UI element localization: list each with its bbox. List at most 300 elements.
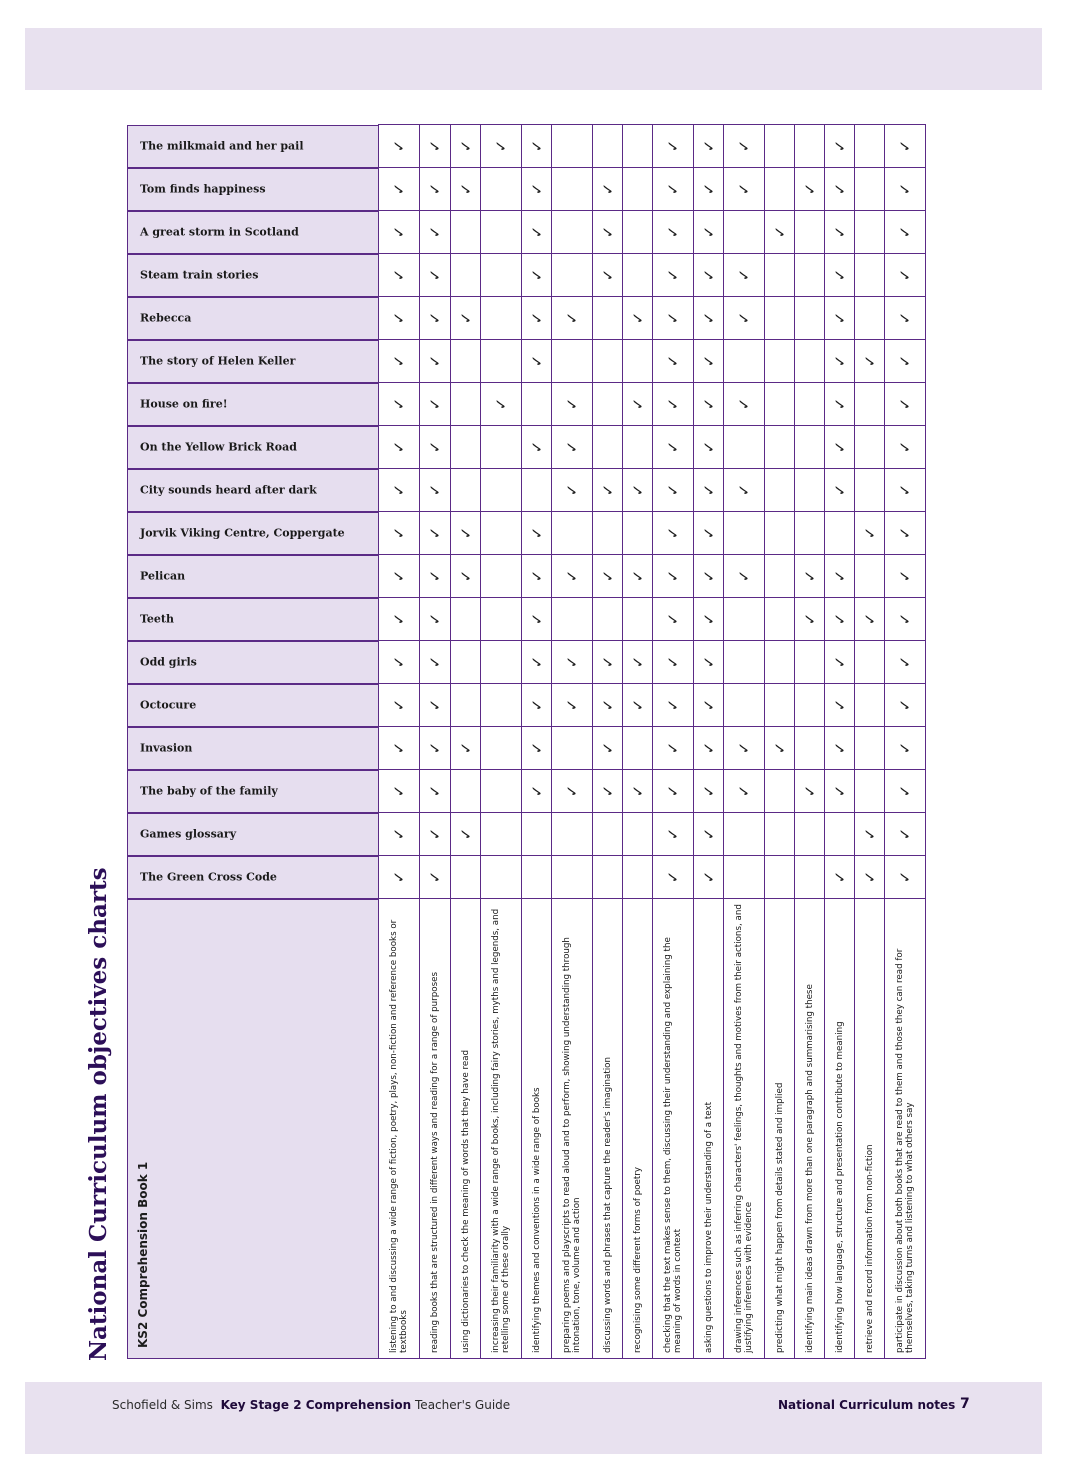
column-header xyxy=(127,727,379,770)
empty-cell xyxy=(724,684,765,727)
tick-mark: ✓ xyxy=(379,684,420,727)
empty-cell xyxy=(795,297,825,340)
column-header-label: City sounds heard after dark xyxy=(140,484,317,497)
tick-mark: ✓ xyxy=(451,555,481,598)
tick-mark: ✓ xyxy=(522,641,552,684)
tick-mark: ✓ xyxy=(593,555,623,598)
tick-mark: ✓ xyxy=(420,598,451,641)
tick-mark: ✓ xyxy=(825,297,855,340)
tick-mark: ✓ xyxy=(825,469,855,512)
empty-cell xyxy=(765,469,795,512)
tick-mark: ✓ xyxy=(724,555,765,598)
column-header-label: Steam train stories xyxy=(140,269,259,282)
empty-cell xyxy=(855,770,885,813)
empty-cell xyxy=(481,856,522,899)
tick-mark: ✓ xyxy=(379,340,420,383)
tick-mark: ✓ xyxy=(825,856,855,899)
empty-cell xyxy=(522,813,552,856)
tick-mark: ✓ xyxy=(694,641,724,684)
empty-cell xyxy=(593,340,623,383)
tick-mark: ✓ xyxy=(885,813,926,856)
tick-mark: ✓ xyxy=(855,512,885,555)
tick-mark: ✓ xyxy=(724,168,765,211)
column-header-label: Jorvik Viking Centre, Coppergate xyxy=(140,527,345,540)
empty-cell xyxy=(724,211,765,254)
tick-mark: ✓ xyxy=(694,211,724,254)
tick-mark: ✓ xyxy=(653,598,694,641)
column-header-label: Teeth xyxy=(140,613,174,626)
tick-mark: ✓ xyxy=(694,856,724,899)
objective-row xyxy=(623,125,653,1359)
tick-mark: ✓ xyxy=(694,770,724,813)
tick-mark: ✓ xyxy=(825,340,855,383)
tick-mark: ✓ xyxy=(552,641,593,684)
tick-mark: ✓ xyxy=(885,598,926,641)
empty-cell xyxy=(765,340,795,383)
tick-mark: ✓ xyxy=(885,469,926,512)
empty-cell xyxy=(724,641,765,684)
tick-mark: ✓ xyxy=(825,598,855,641)
column-header-label: The story of Helen Keller xyxy=(140,355,296,368)
tick-mark: ✓ xyxy=(653,684,694,727)
tick-mark: ✓ xyxy=(420,856,451,899)
tick-mark: ✓ xyxy=(825,383,855,426)
empty-cell xyxy=(795,512,825,555)
column-header xyxy=(127,125,379,168)
tick-mark: ✓ xyxy=(694,383,724,426)
empty-cell xyxy=(765,426,795,469)
objective-text: identifying how language, structure and presentation contribute to meaning xyxy=(825,899,855,1359)
empty-cell xyxy=(481,684,522,727)
empty-cell xyxy=(593,598,623,641)
tick-mark: ✓ xyxy=(451,727,481,770)
tick-mark: ✓ xyxy=(694,469,724,512)
tick-mark: ✓ xyxy=(379,426,420,469)
tick-mark: ✓ xyxy=(825,125,855,168)
tick-mark: ✓ xyxy=(724,297,765,340)
footer-publisher: Schofield & Sims xyxy=(112,1398,213,1412)
empty-cell xyxy=(522,856,552,899)
tick-mark: ✓ xyxy=(522,297,552,340)
empty-cell xyxy=(552,512,593,555)
tick-mark: ✓ xyxy=(593,469,623,512)
objective-text: listening to and discussing a wide range of fiction, poetry, plays, non-fiction and reference books or textbooks xyxy=(379,899,420,1359)
column-header-label: The baby of the family xyxy=(140,785,278,798)
empty-cell xyxy=(795,254,825,297)
empty-cell xyxy=(481,555,522,598)
tick-mark: ✓ xyxy=(795,555,825,598)
tick-mark: ✓ xyxy=(795,168,825,211)
tick-mark: ✓ xyxy=(653,340,694,383)
empty-cell xyxy=(451,684,481,727)
column-header xyxy=(127,856,379,899)
objective-row xyxy=(825,125,855,1359)
tick-mark: ✓ xyxy=(885,297,926,340)
objective-row xyxy=(522,125,552,1359)
empty-cell xyxy=(855,168,885,211)
tick-mark: ✓ xyxy=(855,856,885,899)
empty-cell xyxy=(623,856,653,899)
empty-cell xyxy=(795,727,825,770)
tick-mark: ✓ xyxy=(653,383,694,426)
tick-mark: ✓ xyxy=(481,383,522,426)
column-header xyxy=(127,254,379,297)
empty-cell xyxy=(623,813,653,856)
tick-mark: ✓ xyxy=(522,512,552,555)
tick-mark: ✓ xyxy=(623,684,653,727)
tick-mark: ✓ xyxy=(379,469,420,512)
tick-mark: ✓ xyxy=(593,211,623,254)
tick-mark: ✓ xyxy=(825,168,855,211)
objective-text: checking that the text makes sense to them, discussing their understanding and explaining the meaning of words in context xyxy=(653,899,694,1359)
empty-cell xyxy=(623,168,653,211)
tick-mark: ✓ xyxy=(765,211,795,254)
tick-mark: ✓ xyxy=(379,512,420,555)
tick-mark: ✓ xyxy=(420,555,451,598)
empty-cell xyxy=(481,641,522,684)
column-header xyxy=(127,469,379,512)
tick-mark: ✓ xyxy=(593,770,623,813)
empty-cell xyxy=(795,125,825,168)
tick-mark: ✓ xyxy=(694,297,724,340)
empty-cell xyxy=(855,641,885,684)
empty-cell xyxy=(795,641,825,684)
tick-mark: ✓ xyxy=(885,641,926,684)
empty-cell xyxy=(451,211,481,254)
tick-mark: ✓ xyxy=(593,684,623,727)
empty-cell xyxy=(795,684,825,727)
tick-mark: ✓ xyxy=(653,555,694,598)
empty-cell xyxy=(593,426,623,469)
tick-mark: ✓ xyxy=(522,168,552,211)
column-header xyxy=(127,813,379,856)
objective-row xyxy=(724,125,765,1359)
tick-mark: ✓ xyxy=(885,684,926,727)
tick-mark: ✓ xyxy=(825,555,855,598)
tick-mark: ✓ xyxy=(522,254,552,297)
empty-cell xyxy=(481,426,522,469)
book-label: KS2 Comprehension Book 1 xyxy=(136,1161,150,1348)
objective-row xyxy=(795,125,825,1359)
tick-mark: ✓ xyxy=(593,641,623,684)
objective-row xyxy=(593,125,623,1359)
column-header xyxy=(127,770,379,813)
empty-cell xyxy=(855,555,885,598)
tick-mark: ✓ xyxy=(653,125,694,168)
tick-mark: ✓ xyxy=(522,426,552,469)
empty-cell xyxy=(481,598,522,641)
tick-mark: ✓ xyxy=(885,383,926,426)
empty-cell xyxy=(593,125,623,168)
page-number: 7 xyxy=(960,1396,970,1412)
objective-text: participate in discussion about both books that are read to them and those they can read for themselves, taking turns and listening to what others say xyxy=(885,899,926,1359)
tick-mark: ✓ xyxy=(451,297,481,340)
tick-mark: ✓ xyxy=(420,125,451,168)
objective-row xyxy=(451,125,481,1359)
column-header-label: Octocure xyxy=(140,699,197,712)
empty-cell xyxy=(855,684,885,727)
empty-cell xyxy=(623,426,653,469)
empty-cell xyxy=(481,297,522,340)
empty-cell xyxy=(481,727,522,770)
tick-mark: ✓ xyxy=(379,254,420,297)
empty-cell xyxy=(481,168,522,211)
tick-mark: ✓ xyxy=(724,727,765,770)
tick-mark: ✓ xyxy=(420,641,451,684)
empty-cell xyxy=(552,856,593,899)
tick-mark: ✓ xyxy=(885,125,926,168)
objective-row xyxy=(885,125,926,1359)
column-header-label: The milkmaid and her pail xyxy=(140,140,304,153)
tick-mark: ✓ xyxy=(552,684,593,727)
tick-mark: ✓ xyxy=(420,770,451,813)
empty-cell xyxy=(724,512,765,555)
empty-cell xyxy=(765,856,795,899)
empty-cell xyxy=(451,856,481,899)
tick-mark: ✓ xyxy=(379,813,420,856)
tick-mark: ✓ xyxy=(481,125,522,168)
column-header xyxy=(127,340,379,383)
tick-mark: ✓ xyxy=(379,856,420,899)
empty-cell xyxy=(552,254,593,297)
column-header-label: Tom finds happiness xyxy=(140,183,266,196)
empty-cell xyxy=(451,598,481,641)
tick-mark: ✓ xyxy=(451,512,481,555)
tick-mark: ✓ xyxy=(379,555,420,598)
tick-mark: ✓ xyxy=(825,641,855,684)
objective-text: using dictionaries to check the meaning of words that they have read xyxy=(451,899,481,1359)
objective-text: retrieve and record information from non-fiction xyxy=(855,899,885,1359)
empty-cell xyxy=(765,168,795,211)
empty-cell xyxy=(724,856,765,899)
empty-cell xyxy=(552,727,593,770)
page-title: National Curriculum objectives charts xyxy=(85,867,112,1361)
objective-text: drawing inferences such as inferring characters' feelings, thoughts and motives from their actions, and justifying inferences with evidence xyxy=(724,899,765,1359)
tick-mark: ✓ xyxy=(653,856,694,899)
empty-cell xyxy=(795,211,825,254)
tick-mark: ✓ xyxy=(855,813,885,856)
empty-cell xyxy=(724,340,765,383)
tick-mark: ✓ xyxy=(623,469,653,512)
column-header-label: Odd girls xyxy=(140,656,197,669)
tick-mark: ✓ xyxy=(825,426,855,469)
tick-mark: ✓ xyxy=(885,856,926,899)
tick-mark: ✓ xyxy=(885,512,926,555)
column-header xyxy=(127,383,379,426)
tick-mark: ✓ xyxy=(522,770,552,813)
tick-mark: ✓ xyxy=(379,641,420,684)
column-header xyxy=(127,211,379,254)
tick-mark: ✓ xyxy=(694,727,724,770)
objective-text: preparing poems and playscripts to read aloud and to perform, showing understanding through intonation, tone, volume and action xyxy=(552,899,593,1359)
tick-mark: ✓ xyxy=(694,340,724,383)
empty-cell xyxy=(451,340,481,383)
objective-text: identifying main ideas drawn from more than one paragraph and summarising these xyxy=(795,899,825,1359)
empty-cell xyxy=(593,512,623,555)
tick-mark: ✓ xyxy=(522,727,552,770)
tick-mark: ✓ xyxy=(653,168,694,211)
empty-cell xyxy=(623,125,653,168)
empty-cell xyxy=(451,254,481,297)
column-header xyxy=(127,684,379,727)
empty-cell xyxy=(481,340,522,383)
empty-cell xyxy=(765,813,795,856)
empty-cell xyxy=(451,469,481,512)
tick-mark: ✓ xyxy=(795,598,825,641)
column-header-label: A great storm in Scotland xyxy=(140,226,299,239)
empty-cell xyxy=(855,254,885,297)
tick-mark: ✓ xyxy=(885,211,926,254)
tick-mark: ✓ xyxy=(653,469,694,512)
tick-mark: ✓ xyxy=(795,770,825,813)
tick-mark: ✓ xyxy=(552,770,593,813)
column-header-label: Games glossary xyxy=(140,828,237,841)
tick-mark: ✓ xyxy=(552,383,593,426)
tick-mark: ✓ xyxy=(522,211,552,254)
empty-cell xyxy=(724,813,765,856)
tick-mark: ✓ xyxy=(694,168,724,211)
empty-cell xyxy=(795,383,825,426)
tick-mark: ✓ xyxy=(420,512,451,555)
tick-mark: ✓ xyxy=(379,168,420,211)
tick-mark: ✓ xyxy=(593,168,623,211)
empty-cell xyxy=(855,469,885,512)
objectives-table xyxy=(378,124,926,1359)
tick-mark: ✓ xyxy=(653,211,694,254)
empty-cell xyxy=(481,469,522,512)
tick-mark: ✓ xyxy=(420,426,451,469)
empty-cell xyxy=(623,211,653,254)
tick-mark: ✓ xyxy=(451,125,481,168)
objective-text: asking questions to improve their understanding of a text xyxy=(694,899,724,1359)
tick-mark: ✓ xyxy=(420,297,451,340)
empty-cell xyxy=(724,426,765,469)
tick-mark: ✓ xyxy=(522,598,552,641)
tick-mark: ✓ xyxy=(420,254,451,297)
tick-mark: ✓ xyxy=(885,254,926,297)
column-header xyxy=(127,641,379,684)
objective-row xyxy=(481,125,522,1359)
tick-mark: ✓ xyxy=(593,254,623,297)
tick-mark: ✓ xyxy=(379,211,420,254)
tick-mark: ✓ xyxy=(522,340,552,383)
empty-cell xyxy=(855,125,885,168)
tick-mark: ✓ xyxy=(653,727,694,770)
objective-text: reading books that are structured in different ways and reading for a range of purposes xyxy=(420,899,451,1359)
column-header xyxy=(127,297,379,340)
tick-mark: ✓ xyxy=(420,684,451,727)
tick-mark: ✓ xyxy=(855,340,885,383)
column-header xyxy=(127,555,379,598)
tick-mark: ✓ xyxy=(522,555,552,598)
empty-cell xyxy=(623,598,653,641)
empty-cell xyxy=(765,512,795,555)
tick-mark: ✓ xyxy=(885,555,926,598)
footer-band xyxy=(25,1382,1042,1454)
empty-cell xyxy=(765,297,795,340)
footer-publisher-line xyxy=(112,1398,510,1412)
column-header-label: Pelican xyxy=(140,570,186,583)
empty-cell xyxy=(795,813,825,856)
tick-mark: ✓ xyxy=(653,254,694,297)
tick-mark: ✓ xyxy=(379,383,420,426)
tick-mark: ✓ xyxy=(825,254,855,297)
empty-cell xyxy=(724,598,765,641)
column-header xyxy=(127,168,379,211)
empty-cell xyxy=(552,211,593,254)
empty-cell xyxy=(795,856,825,899)
tick-mark: ✓ xyxy=(885,168,926,211)
empty-cell xyxy=(451,383,481,426)
column-header xyxy=(127,512,379,555)
empty-cell xyxy=(765,770,795,813)
tick-mark: ✓ xyxy=(724,469,765,512)
footer-series: Key Stage 2 Comprehension xyxy=(220,1398,412,1412)
book-label-cell xyxy=(127,899,379,1359)
tick-mark: ✓ xyxy=(694,125,724,168)
empty-cell xyxy=(855,383,885,426)
empty-cell xyxy=(451,426,481,469)
column-header-label: Invasion xyxy=(140,742,193,755)
tick-mark: ✓ xyxy=(855,598,885,641)
empty-cell xyxy=(552,340,593,383)
tick-mark: ✓ xyxy=(420,383,451,426)
tick-mark: ✓ xyxy=(653,813,694,856)
tick-mark: ✓ xyxy=(451,168,481,211)
empty-cell xyxy=(765,125,795,168)
tick-mark: ✓ xyxy=(885,770,926,813)
tick-mark: ✓ xyxy=(379,125,420,168)
column-header-label: On the Yellow Brick Road xyxy=(140,441,297,454)
column-header-label: House on fire! xyxy=(140,398,228,411)
tick-mark: ✓ xyxy=(522,684,552,727)
column-header-label: The Green Cross Code xyxy=(140,871,277,884)
tick-mark: ✓ xyxy=(379,598,420,641)
empty-cell xyxy=(593,383,623,426)
tick-mark: ✓ xyxy=(420,340,451,383)
empty-cell xyxy=(451,641,481,684)
tick-mark: ✓ xyxy=(724,383,765,426)
footer-section: National Curriculum notes xyxy=(778,1398,956,1412)
empty-cell xyxy=(552,168,593,211)
empty-cell xyxy=(855,211,885,254)
empty-cell xyxy=(825,512,855,555)
empty-cell xyxy=(522,383,552,426)
tick-mark: ✓ xyxy=(420,469,451,512)
tick-mark: ✓ xyxy=(420,813,451,856)
empty-cell xyxy=(481,813,522,856)
empty-cell xyxy=(552,813,593,856)
empty-cell xyxy=(623,512,653,555)
tick-mark: ✓ xyxy=(694,254,724,297)
tick-mark: ✓ xyxy=(379,770,420,813)
empty-cell xyxy=(765,383,795,426)
tick-mark: ✓ xyxy=(694,598,724,641)
objective-row xyxy=(653,125,694,1359)
empty-cell xyxy=(765,641,795,684)
tick-mark: ✓ xyxy=(522,125,552,168)
empty-cell xyxy=(855,426,885,469)
tick-mark: ✓ xyxy=(825,770,855,813)
objective-text: discussing words and phrases that capture the reader's imagination xyxy=(593,899,623,1359)
column-header-label: Rebecca xyxy=(140,312,192,325)
tick-mark: ✓ xyxy=(623,770,653,813)
tick-mark: ✓ xyxy=(451,813,481,856)
tick-mark: ✓ xyxy=(623,297,653,340)
tick-mark: ✓ xyxy=(379,297,420,340)
tick-mark: ✓ xyxy=(765,727,795,770)
empty-cell xyxy=(623,254,653,297)
